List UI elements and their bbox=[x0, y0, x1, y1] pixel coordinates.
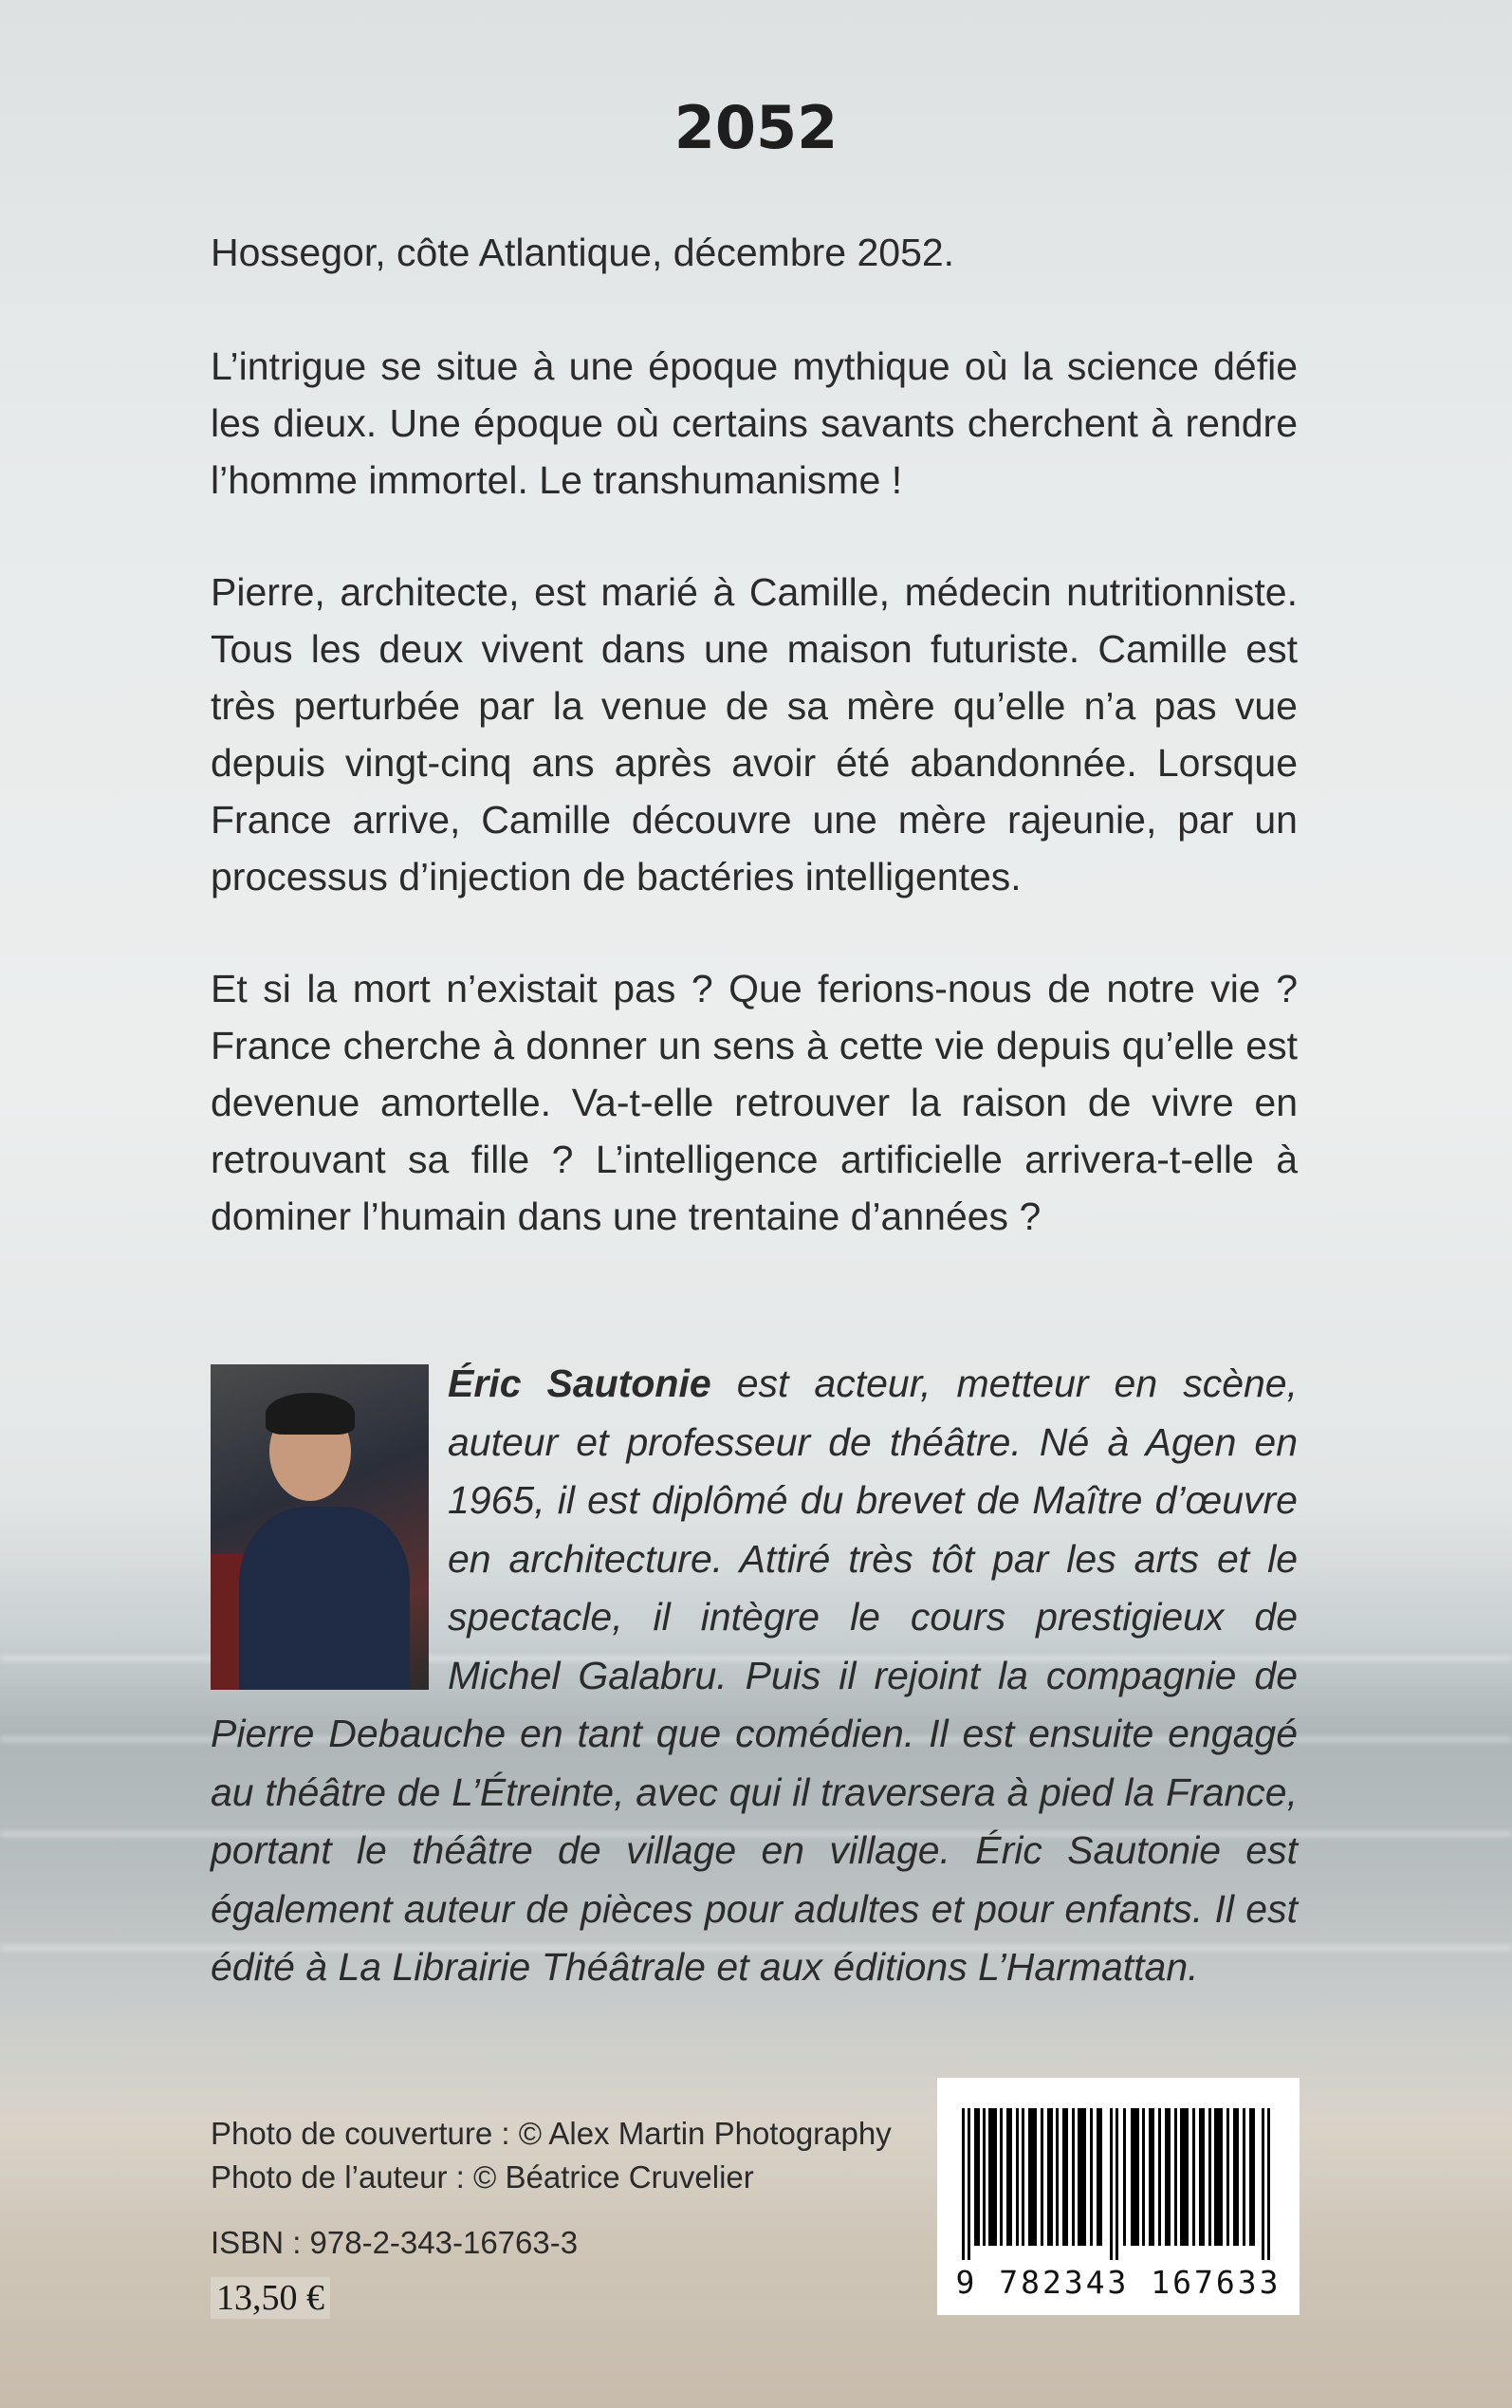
author-bio bbox=[211, 1355, 1298, 1997]
paragraph-questions: Et si la mort n’existait pas ? Que ferions-nous de notre vie ? France cherche à donner un sens à cette vie depuis qu’elle est devenue amortelle. Va-t-elle retrouver la raison de vivre en retrouvant sa fille ? L’intelligence artificielle arrivera-t-elle à dominer l’humain dans une trentaine d’années ? bbox=[211, 967, 1298, 1238]
paragraph-setting: Hossegor, côte Atlantique, décembre 2052. bbox=[211, 231, 955, 274]
book-title: 2052 bbox=[673, 93, 839, 162]
barcode-digits: 9 782343 167633 bbox=[955, 2264, 1282, 2301]
isbn: ISBN : 978-2-343-16763-3 bbox=[211, 2225, 579, 2260]
price: 13,50 € bbox=[211, 2277, 330, 2319]
cover-photo-credit: Photo de couverture : © Alex Martin Photography bbox=[211, 2116, 892, 2151]
paragraph-intrigue: L’intrigue se situe à une époque mythique où la science défie les dieux. Une époque où certains savants cherchent à rendre l’homme immortel. Le transhumanisme ! bbox=[211, 344, 1298, 502]
photo-credits bbox=[211, 2112, 892, 2199]
author-name: Éric Sautonie bbox=[448, 1361, 711, 1405]
barcode bbox=[937, 2078, 1300, 2315]
author-photo bbox=[211, 1364, 429, 1690]
author-photo-credit: Photo de l’auteur : © Béatrice Cruvelier bbox=[211, 2159, 754, 2195]
author-bio-text: est acteur, metteur en scène, auteur et professeur de théâtre. Né à Agen en 1965, il est diplômé du brevet de Maître d’œuvre en architecture. Attiré très tôt par les arts et le spectacle, il intègre le cours prestigieux de Michel Galabru. Puis il rejoint la compagnie de Pierre Debauche en tant que comédien. Il est ensuite engagé au théâtre de L’Étreinte, avec qui il traversera à pied la France, portant le théâtre de village en village. Éric Sautonie est également auteur de pièces pour adultes et pour enfants. Il est édité à La Librairie Théâtrale et aux éditions L’Harmattan. bbox=[211, 1361, 1298, 1989]
barcode-bars bbox=[962, 2108, 1275, 2260]
paragraph-characters: Pierre, architecte, est marié à Camille, médecin nutritionniste. Tous les deux vivent dans une maison futuriste. Camille est très perturbée par la venue de sa mère qu’elle n’a pas vue depuis vingt-cinq ans après avoir été abandonnée. Lorsque France arrive, Camille découvre une mère rajeunie, par un processus d’injection de bactéries intelligentes. bbox=[211, 570, 1298, 898]
